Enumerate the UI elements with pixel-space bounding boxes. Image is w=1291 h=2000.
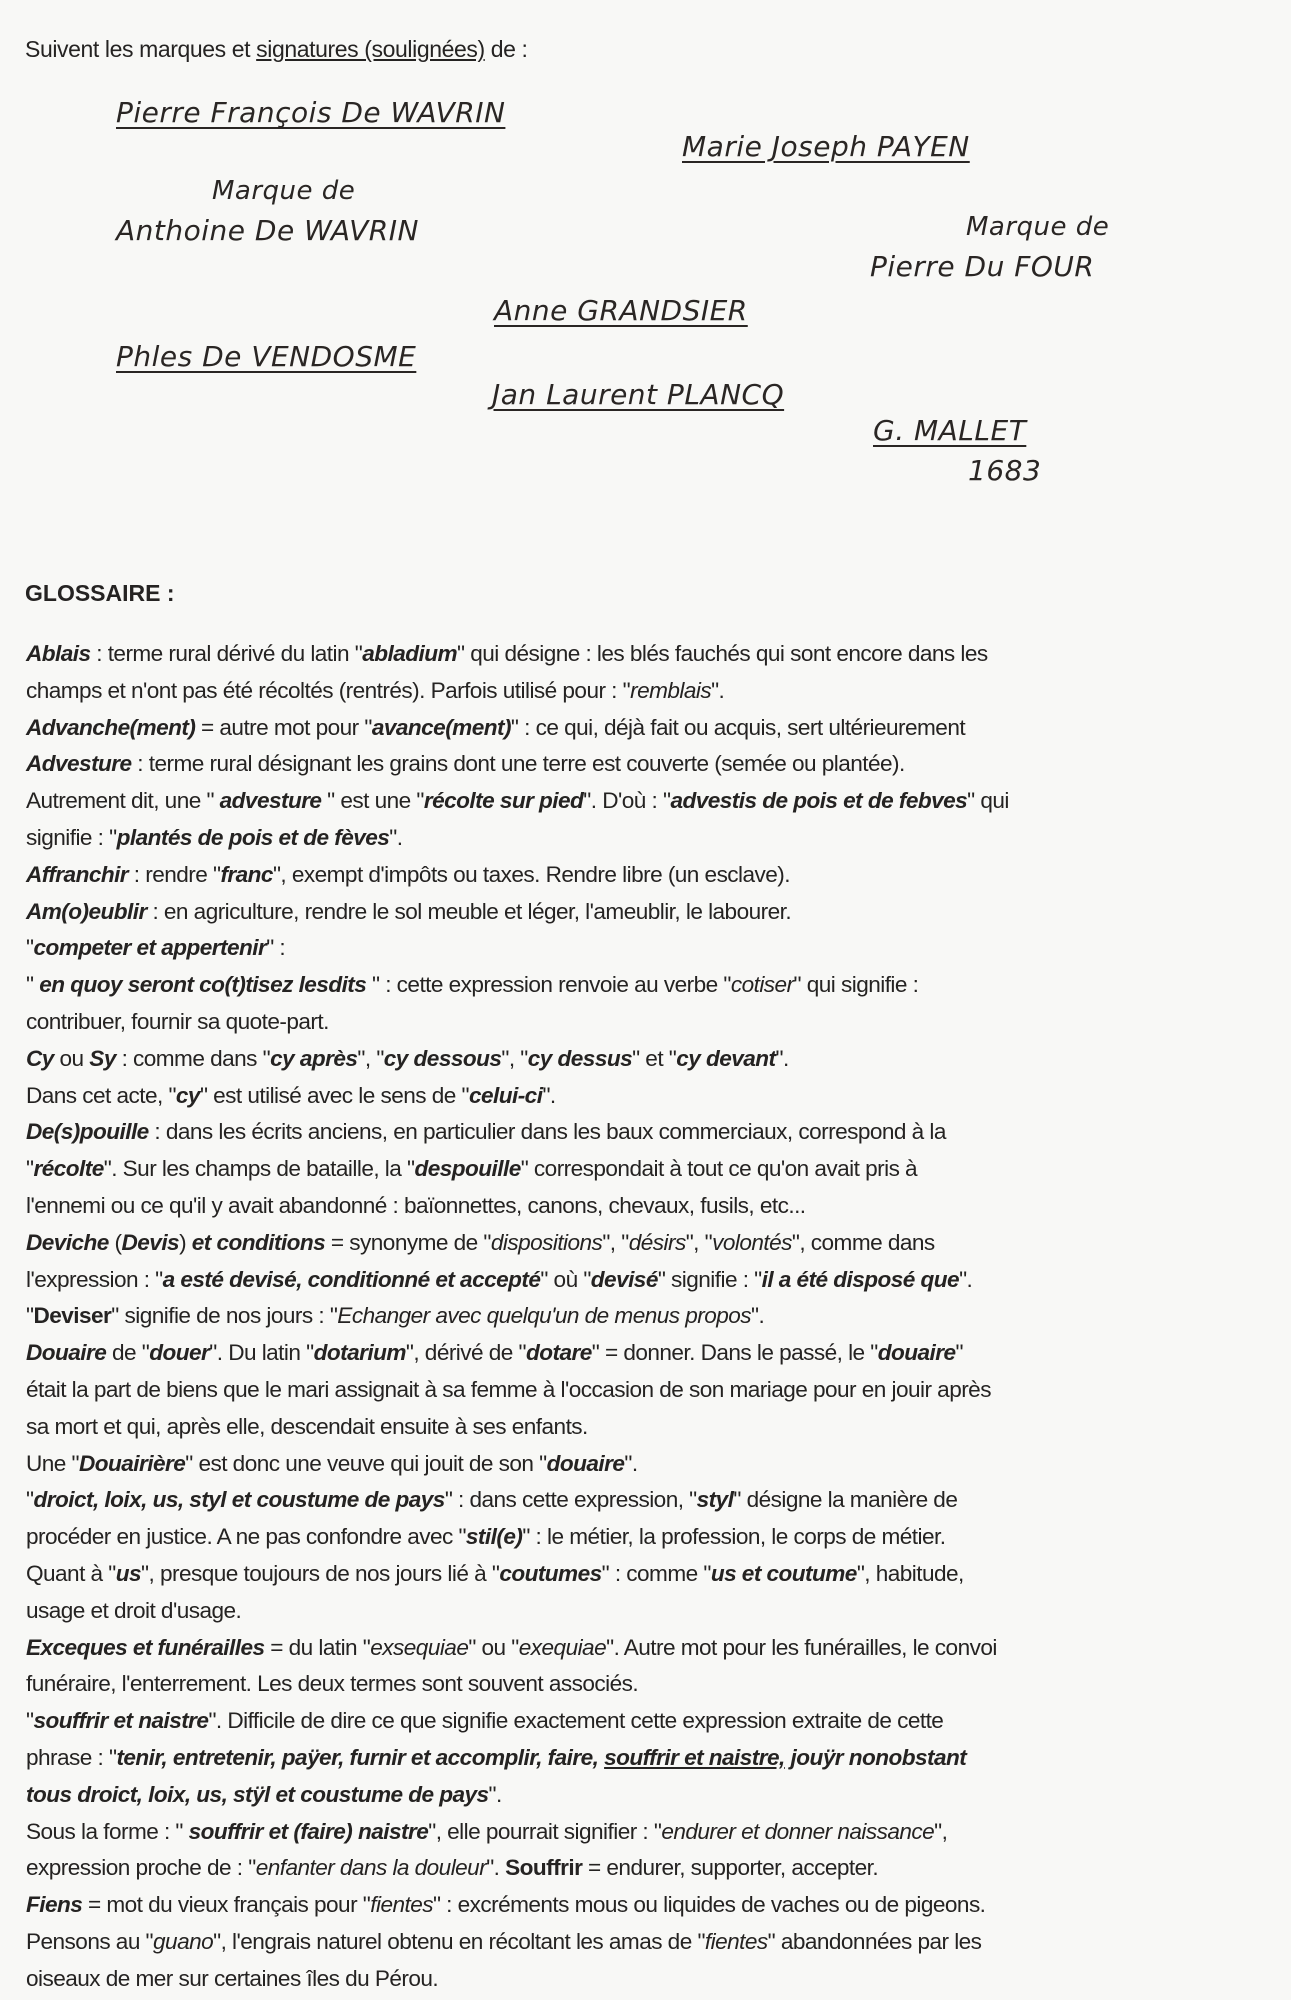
text-segment: Autrement dit, une " — [26, 788, 220, 814]
glossary-line — [26, 1740, 1009, 1777]
text-segment: " qui désigne : les blés fauchés qui sont encore dans les — [457, 641, 988, 666]
term-segment: competer et appertenir — [33, 935, 267, 961]
text-segment: signifie : " — [26, 824, 117, 850]
glossary-line — [26, 1372, 1009, 1409]
intro-line — [25, 36, 528, 63]
mark-anthoine-de-wavrin: Anthoine De WAVRIN — [116, 214, 419, 247]
glossary-line — [26, 1041, 1009, 1078]
term-segment: Devis — [121, 1229, 180, 1255]
glossary-line — [26, 1482, 1009, 1519]
text-segment: " ou " — [468, 1634, 519, 1660]
text-segment: " — [26, 1303, 34, 1329]
term-segment: droict, loix, us, styl et coustume de pays — [33, 1487, 445, 1513]
text-segment: ( — [108, 1229, 122, 1255]
text-segment: " : dans cette expression, " — [444, 1487, 697, 1513]
term-segment: douer — [149, 1340, 210, 1366]
text-segment: procéder en justice. A ne pas confondre avec " — [26, 1524, 466, 1550]
text-segment: expression proche de : " — [26, 1855, 256, 1881]
text-segment: Quant à " — [26, 1560, 116, 1586]
text-segment: ". Du latin " — [209, 1340, 314, 1366]
term-segment: us — [115, 1560, 142, 1586]
term-segment: douaire — [877, 1340, 956, 1366]
glossary-line — [26, 857, 1009, 894]
glossary-line — [26, 710, 1009, 747]
text-segment: " : ce qui, déjà fait ou acquis, sert ultérieurement — [510, 714, 966, 740]
term-segment: cy devant — [676, 1045, 776, 1071]
text-segment: " signifie de nos jours : " — [111, 1303, 338, 1329]
text-segment: l'ennemi ou ce qu'il y avait abandonné : baïonnettes, canons, chevaux, fusils, etc... — [26, 1192, 806, 1218]
text-segment: funéraire, l'enterrement. Les deux termes sont souvent associés. — [26, 1671, 639, 1697]
glossary-line — [26, 1298, 1009, 1335]
term-segment: remblais — [630, 677, 712, 703]
glossary-body — [26, 636, 1009, 1997]
glossary-line — [26, 1593, 1009, 1630]
glossary-line — [26, 967, 1009, 1004]
glossary-line — [26, 746, 1009, 783]
term-segment: Fiens — [26, 1892, 83, 1918]
text-segment: ". — [389, 824, 403, 850]
signature-marie-joseph-payen: Marie Joseph PAYEN — [682, 130, 970, 163]
text-segment: " : le métier, la profession, le corps de métier. — [522, 1524, 946, 1550]
glossary-line — [26, 1409, 1009, 1446]
term-segment: cotiser — [730, 972, 794, 998]
text-segment: " est utilisé avec le sens de " — [199, 1082, 469, 1108]
text-segment: ", l'engrais naturel obtenu en récoltant les amas de " — [213, 1928, 705, 1954]
text-segment: ", exempt d'impôts ou taxes. Rendre libre (un esclave). — [272, 861, 791, 887]
glossary-line — [26, 1114, 1009, 1151]
text-segment: ", — [934, 1818, 948, 1844]
term-segment: fientes — [370, 1892, 433, 1918]
text-segment: = autre mot pour " — [195, 714, 372, 740]
signature-phles-de-vendosme: Phles De VENDOSME — [116, 340, 417, 373]
signature-jan-laurent-plancq: Jan Laurent PLANCQ — [492, 378, 785, 411]
text-segment: " signifie : " — [657, 1266, 762, 1292]
term-segment: dispositions — [490, 1229, 603, 1255]
text-segment: = endurer, supporter, accepter. — [582, 1855, 879, 1881]
text-segment: ". — [486, 1855, 506, 1881]
text-segment: " : comme " — [601, 1560, 711, 1586]
signature-g-mallet: G. MALLET — [873, 414, 1027, 447]
glossary-line — [26, 1004, 1009, 1041]
text-segment: Dans cet acte, " — [26, 1082, 176, 1108]
glossary-line — [26, 1666, 1009, 1703]
text-segment: ", " — [357, 1045, 384, 1071]
term-segment: Douaire — [26, 1340, 107, 1366]
text-segment: ". Sur les champs de bataille, la " — [103, 1156, 415, 1182]
glossary-line — [26, 1630, 1009, 1667]
text-segment: ) — [179, 1229, 192, 1255]
glossary-line — [26, 783, 1009, 820]
term-segment: despouille — [414, 1156, 521, 1182]
glossary-line — [26, 1924, 1009, 1961]
mark-label: Marque de — [966, 212, 1110, 242]
text-segment: ". — [751, 1303, 765, 1329]
text-segment: ", presque toujours de nos jours lié à " — [141, 1560, 500, 1586]
year: 1683 — [968, 454, 1042, 487]
text-segment: ", elle pourrait signifier : " — [428, 1818, 662, 1844]
text-segment: champs et n'ont pas été récoltés (rentrés). Parfois utilisé pour : " — [26, 677, 631, 703]
text-segment: ", " — [602, 1229, 629, 1255]
term-segment: plantés de pois et de fèves — [116, 824, 390, 850]
text-segment: " = donner. Dans le passé, le " — [591, 1340, 878, 1366]
text-segment: : terme rural dérivé du latin " — [90, 641, 363, 666]
term-segment: abladium — [362, 641, 458, 666]
term-segment: douaire — [546, 1450, 625, 1476]
term-segment: volontés — [712, 1229, 792, 1255]
term-segment: jouÿr nonobstant — [784, 1744, 967, 1770]
text-segment: " — [26, 972, 40, 998]
term-segment: Advanche(ment) — [26, 714, 196, 740]
glossary-line — [26, 1262, 1009, 1299]
text-segment: oiseaux de mer sur certaines îles du Pérou. — [26, 1965, 439, 1991]
term-segment: Am(o)eublir — [26, 898, 147, 924]
text-segment: ". — [959, 1266, 973, 1292]
text-segment: " — [26, 1156, 34, 1182]
text-segment: = du latin " — [264, 1634, 371, 1660]
glossary-line — [26, 1556, 1009, 1593]
text-segment: : dans les écrits anciens, en particulier dans les baux commerciaux, correspond à la — [148, 1119, 946, 1145]
term-segment: fientes — [704, 1928, 768, 1954]
term-segment: Sy — [89, 1045, 116, 1071]
intro-text-end: de : — [484, 36, 528, 62]
text-segment: de " — [106, 1340, 150, 1366]
term-segment: récolte — [33, 1156, 104, 1182]
signature-pierre-francois-de-wavrin: Pierre François De WAVRIN — [116, 96, 506, 129]
text-segment: = synonyme de " — [325, 1229, 491, 1255]
glossary-line — [26, 636, 1009, 673]
term-segment: dotarium — [313, 1340, 406, 1366]
term-segment: Deviche — [26, 1229, 109, 1255]
term-segment: coutumes — [499, 1560, 602, 1586]
text-segment: : en agriculture, rendre le sol meuble et léger, l'ameublir, le labourer. — [146, 898, 792, 924]
text-segment: ", " — [685, 1229, 713, 1255]
text-segment: ". — [488, 1781, 502, 1807]
term-segment: et conditions — [191, 1229, 326, 1255]
term-segment: tenir, entretenir, paÿer, furnir et accomplir, faire, — [116, 1744, 605, 1770]
term-segment: tous droict, loix, us, stÿl et coustume de pays — [26, 1781, 489, 1807]
intro-underlined: signatures (soulignées) — [256, 36, 485, 62]
text-segment: phrase : " — [26, 1744, 117, 1770]
text-segment: " abandonnées par les — [767, 1928, 982, 1954]
term-segment: Exceques et funérailles — [26, 1634, 265, 1660]
term-segment: avance(ment) — [371, 714, 511, 740]
term-segment: advesture — [219, 788, 322, 814]
glossary-line — [26, 1814, 1009, 1851]
text-segment: ". — [711, 677, 725, 703]
term-segment: cy après — [270, 1045, 358, 1071]
text-segment: " — [26, 1487, 34, 1513]
term-segment: Cy — [26, 1045, 54, 1071]
term-segment: dotare — [526, 1340, 592, 1366]
text-segment: ". — [775, 1045, 789, 1071]
glossary-line — [26, 1335, 1009, 1372]
glossary-line — [26, 1777, 1009, 1814]
term-segment: De(s)pouille — [26, 1119, 149, 1145]
text-segment: " où " — [540, 1266, 591, 1292]
text-segment: l'expression : " — [26, 1266, 163, 1292]
term-segment: souffrir et naistre, — [604, 1744, 785, 1770]
term-segment: us et coutume — [710, 1560, 857, 1586]
glossary-line — [26, 673, 1009, 710]
text-segment: " et " — [632, 1045, 677, 1071]
glossary-line — [26, 894, 1009, 931]
text-segment: ". — [624, 1450, 638, 1476]
text-segment: " est donc une veuve qui jouit de son " — [185, 1450, 547, 1476]
mark-pierre-du-four: Pierre Du FOUR — [870, 250, 1095, 283]
term-segment: enfanter dans la douleur — [255, 1855, 487, 1881]
text-segment: était la part de biens que le mari assignait à sa femme à l'occasion de son mariage pour en jouir après — [26, 1376, 991, 1402]
term-segment: Ablais — [26, 641, 91, 666]
text-segment: = mot du vieux français pour " — [82, 1892, 371, 1918]
term-segment: Advesture — [26, 751, 132, 777]
text-segment: usage et droit d'usage. — [26, 1597, 242, 1623]
text-segment: ". D'où : " — [583, 788, 671, 814]
glossary-line — [26, 1188, 1009, 1225]
text-segment: ". Difficile de dire ce que signifie exactement cette expression extraite de cette — [208, 1708, 944, 1734]
text-segment: Pensons au " — [26, 1928, 154, 1954]
term-segment: Echanger avec quelqu'un de menus propos — [337, 1303, 751, 1329]
glossary-line — [26, 1446, 1009, 1483]
term-segment: advestis de pois et de febves — [670, 788, 968, 814]
text-segment: ", " — [501, 1045, 528, 1071]
term-segment: styl — [696, 1487, 734, 1513]
text-segment: Une " — [26, 1450, 79, 1476]
text-segment: ", comme dans — [791, 1229, 935, 1255]
glossary-line — [26, 930, 1009, 967]
term-segment: en quoy seront co(t)tisez lesdits — [39, 972, 367, 998]
text-segment: " : excréments mous ou liquides de vaches ou de pigeons. — [432, 1892, 986, 1918]
mark-label: Marque de — [212, 176, 356, 206]
term-segment: stil(e) — [465, 1524, 523, 1550]
term-segment: cy dessus — [527, 1045, 633, 1071]
text-segment: ". — [542, 1082, 556, 1108]
text-segment: ", dérivé de " — [405, 1340, 526, 1366]
intro-text: Suivent les marques et — [25, 36, 257, 62]
term-segment: souffrir et (faire) naistre — [188, 1818, 429, 1844]
term-segment: devisé — [590, 1266, 658, 1292]
text-segment: " qui signifie : — [793, 972, 919, 998]
glossary-line — [26, 1961, 1009, 1998]
term-segment: guano — [153, 1928, 214, 1954]
text-segment: ", habitude, — [856, 1560, 964, 1586]
term-segment: cy — [175, 1082, 200, 1108]
text-segment: " — [26, 1708, 34, 1734]
term-segment: cy dessous — [383, 1045, 502, 1071]
glossary-line — [26, 1225, 1009, 1262]
text-segment: " correspondait à tout ce qu'on avait pris à — [520, 1156, 918, 1182]
glossary-line — [26, 1850, 1009, 1887]
glossary-line — [26, 1151, 1009, 1188]
term-segment: récolte sur pied — [423, 788, 584, 814]
term-segment: exsequiae — [370, 1634, 469, 1660]
text-segment: ou — [53, 1045, 90, 1071]
term-segment: celui-ci — [468, 1082, 543, 1108]
term-segment: franc — [220, 861, 273, 887]
term-segment: exequiae — [518, 1634, 607, 1660]
term-segment: désirs — [628, 1229, 686, 1255]
term-segment: Douairière — [79, 1450, 186, 1476]
term-segment: Affranchir — [26, 861, 129, 887]
glossary-title: GLOSSAIRE : — [25, 580, 175, 606]
text-segment: " — [955, 1340, 964, 1366]
text-segment: " — [26, 935, 34, 961]
text-segment: " qui — [967, 788, 1009, 814]
signature-anne-grandsier: Anne GRANDSIER — [494, 294, 748, 327]
text-segment: : rendre " — [128, 861, 221, 887]
text-segment: contribuer, fournir sa quote-part. — [26, 1008, 329, 1034]
glossary-line — [26, 820, 1009, 857]
text-segment: " est une " — [321, 788, 424, 814]
text-segment: ". Autre mot pour les funérailles, le convoi — [606, 1634, 997, 1660]
text-segment: : comme dans " — [115, 1045, 271, 1071]
term-segment: il a été disposé que — [761, 1266, 960, 1292]
glossary-line — [26, 1519, 1009, 1556]
term-segment: a esté devisé, conditionné et accepté — [162, 1266, 541, 1292]
glossary-line — [26, 1887, 1009, 1924]
term-segment: souffrir et naistre — [33, 1708, 209, 1734]
text-segment: sa mort et qui, après elle, descendait ensuite à ses enfants. — [26, 1413, 588, 1439]
text-segment: " : — [266, 935, 286, 961]
term-segment: Deviser — [33, 1303, 112, 1329]
glossary-line — [26, 1078, 1009, 1115]
text-segment: : terme rural désignant les grains dont une terre est couverte (semée ou plantée). — [131, 751, 905, 777]
term-segment: Souffrir — [505, 1855, 583, 1881]
term-segment: endurer et donner naissance — [661, 1818, 935, 1844]
text-segment: Sous la forme : " — [26, 1818, 189, 1844]
text-segment: " : cette expression renvoie au verbe " — [366, 972, 731, 998]
glossary-line — [26, 1703, 1009, 1740]
text-segment: " désigne la manière de — [733, 1487, 958, 1513]
